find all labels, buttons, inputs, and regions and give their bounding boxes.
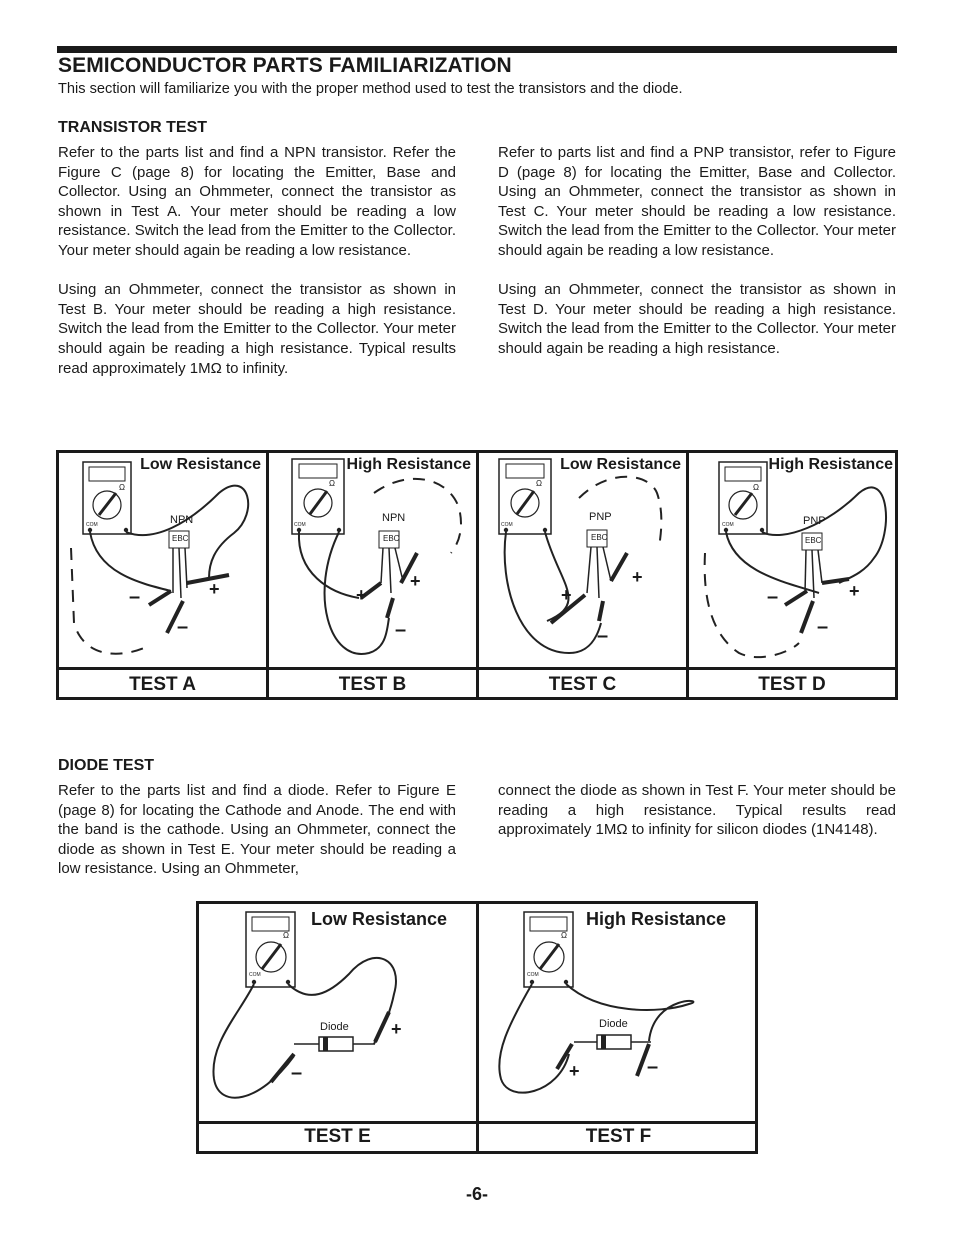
plus-sign: + [209,579,220,599]
diode-test-figure [196,901,758,1154]
test-e-label: TEST E [304,1126,371,1147]
transistor-right-paragraph-1: Refer to parts list and find a PNP transistor, refer to Figure D (page 8) for locating the Emitter, Base and Collector. Using an Ohmmeter, connect the transistor as shown in Test C. Your meter should be reading a low resistance. Switch the lead from the Emitter to the Collector. Your meter should again be reading a low resistance. [498,144,896,259]
pin-label: EBC [805,536,822,545]
minus-sign: – [177,616,189,638]
test-f-label: TEST F [585,1126,652,1147]
intro-text: This section will familiarize you with the proper method used to test the transistors and the diode. [58,81,683,97]
test-e-panel [199,904,476,1121]
transistor-right-column [498,143,896,359]
diode-left-paragraph: Refer to the parts list and find a diode. Refer to Figure E (page 8) for locating the Cathode and Anode. The end with the band is the cathode. Using an Ohmmeter, connect the diode as shown in Test E. Your meter should be reading a low resistance. Using an Ohmmeter, [58,782,456,878]
pin-label: EBC [383,534,400,543]
test-b-diagram [269,453,476,667]
com-label: COM [527,972,539,978]
omega-symbol: Ω [119,483,125,492]
transistor-test-figure [56,450,898,700]
test-b-label: TEST B [338,674,407,695]
omega-symbol: Ω [536,479,542,488]
test-c-label: TEST C [548,674,617,695]
pin-label: EBC [591,533,608,542]
test-a-diagram [59,453,266,667]
omega-symbol: Ω [329,479,335,488]
part-label: Diode [599,1018,628,1030]
part-label: PNP [589,511,612,523]
pin-label: EBC [172,534,189,543]
test-d-panel [689,453,898,667]
omega-symbol: Ω [283,931,289,940]
panel-label-rule [59,667,895,670]
test-a-panel [59,453,266,667]
test-f-panel [479,904,758,1121]
test-b-panel [269,453,476,667]
part-label: Diode [320,1021,349,1033]
panel-caption: Low Resistance [140,456,261,473]
test-c-panel [479,453,686,667]
panel-caption: High Resistance [768,456,893,473]
panel-caption: High Resistance [586,909,727,929]
omega-symbol: Ω [753,483,759,492]
diode-right-column [498,781,896,840]
panel-caption: High Resistance [346,456,471,473]
plus-sign: + [561,585,572,605]
top-rule [57,46,897,53]
panel-label-rule [199,1121,755,1124]
test-c-diagram [479,453,686,667]
minus-sign: – [129,586,141,608]
plus-sign: + [849,581,860,601]
diode-right-paragraph: connect the diode as shown in Test F. Your meter should be reading a high resistance. Typical results read approximately 1MΩ to infinity for silicon diodes (1N4148). [498,782,896,839]
com-label: COM [249,972,261,978]
minus-sign: – [647,1056,659,1078]
com-label: COM [294,522,306,528]
transistor-left-paragraph-2: Using an Ohmmeter, connect the transistor as shown in Test B. Your meter should be reading a high resistance. Switch the lead from the Emitter to the Collector. Your meter should again be reading a high resistance. Typical results read approximately 1MΩ to infinity. [58,281,456,377]
transistor-left-paragraph-1: Refer to the parts list and find a NPN transistor. Refer the Figure C (page 8) for locating the Emitter, Base and Collector. Using an Ohmmeter, connect the transistor as shown in Test A. Your meter should be reading a low resistance. Switch the lead from the Emitter to the Collector. Your meter should again be reading a low resistance. [58,144,456,259]
diode-test-heading: DIODE TEST [58,757,155,774]
part-label: NPN [382,512,406,524]
page-title: SEMICONDUCTOR PARTS FAMILIARIZATION [58,54,512,77]
transistor-left-column [58,143,456,378]
omega-symbol: Ω [561,931,567,940]
minus-sign: – [817,616,829,638]
minus-sign: – [597,625,609,647]
com-label: COM [722,522,734,528]
transistor-right-paragraph-2: Using an Ohmmeter, connect the transistor as shown in Test D. Your meter should be reading a high resistance. Switch the lead from the Emitter to the Collector. Your meter should again be reading a high resistance. [498,281,896,357]
test-e-diagram [199,904,476,1121]
panel-caption: Low Resistance [311,909,448,929]
plus-sign: + [356,585,367,605]
com-label: COM [501,522,513,528]
minus-sign: – [395,619,407,641]
transistor-test-heading: TRANSISTOR TEST [58,119,208,136]
test-d-label: TEST D [758,674,826,695]
plus-sign: + [569,1061,580,1081]
part-label: PNP [803,515,826,527]
test-a-label: TEST A [129,674,196,695]
panel-caption: Low Resistance [560,456,681,473]
part-label: NPN [170,514,194,526]
test-d-diagram [689,453,898,667]
plus-sign: + [632,567,643,587]
plus-sign: + [410,571,421,591]
minus-sign: – [291,1062,303,1084]
plus-sign: + [391,1019,402,1039]
page-number: -6- [466,1184,488,1204]
minus-sign: – [767,586,779,608]
diode-left-column [58,781,456,879]
test-f-diagram [479,904,758,1121]
com-label: COM [86,522,98,528]
